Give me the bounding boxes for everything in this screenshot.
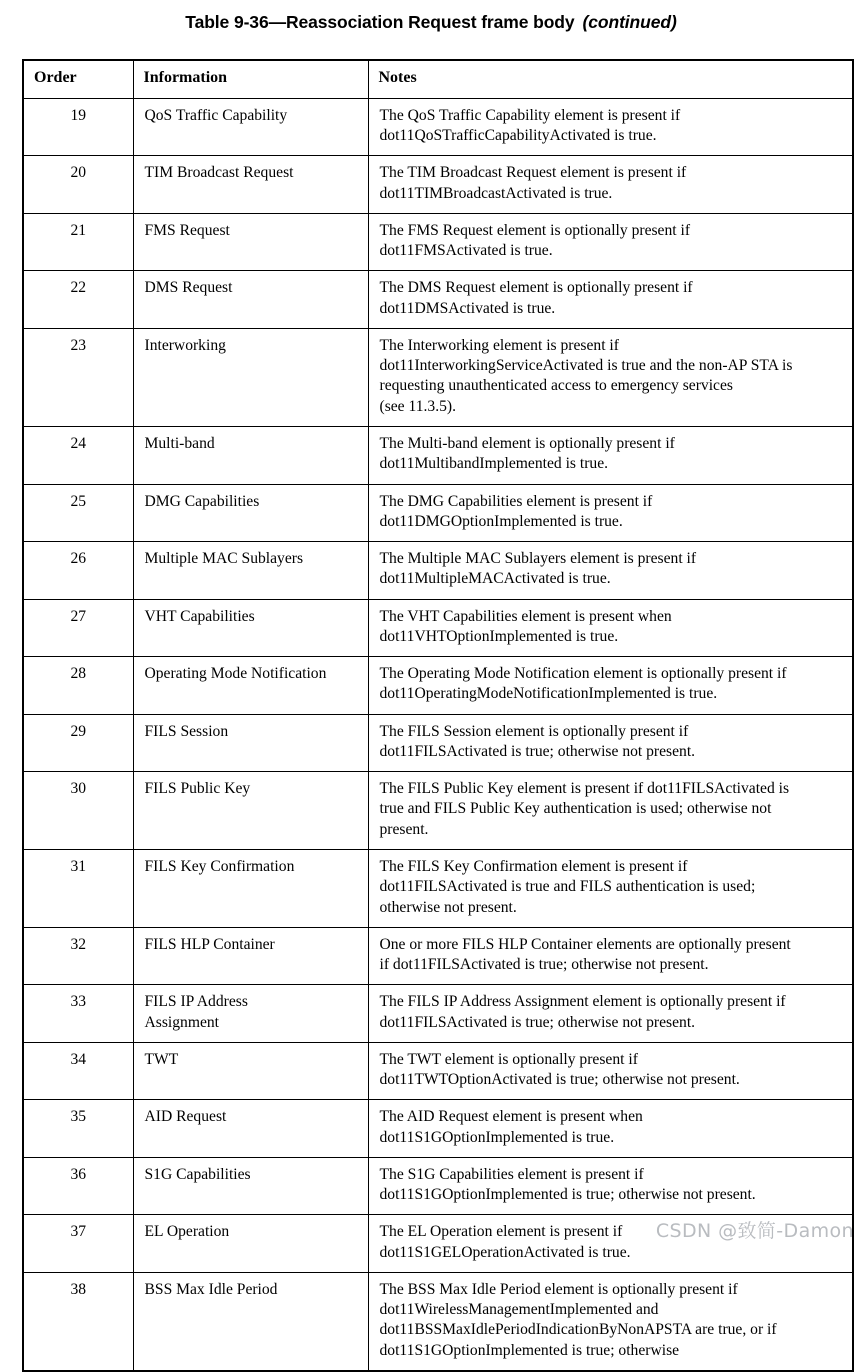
cell-notes — [368, 98, 853, 156]
cell-order: 37 — [23, 1215, 133, 1273]
cell-information — [133, 426, 368, 484]
column-header-information: Information — [133, 60, 368, 98]
note-line: (see 11.3.5). — [379, 397, 456, 415]
information-line: Operating Mode Notification — [144, 665, 327, 683]
cell-notes — [368, 772, 853, 850]
cell-notes — [368, 849, 853, 927]
cell-information — [133, 1157, 368, 1215]
cell-information — [133, 1100, 368, 1158]
table-row — [23, 985, 853, 1043]
note-line: The FILS Public Key element is present if dot11FILSActivated is — [379, 780, 790, 798]
cell-notes — [368, 927, 853, 985]
cell-notes — [368, 328, 853, 426]
table-row — [23, 542, 853, 600]
cell-information — [133, 98, 368, 156]
cell-information — [133, 1272, 368, 1371]
cell-notes — [368, 1215, 853, 1273]
cell-information — [133, 1042, 368, 1100]
table-row — [23, 328, 853, 426]
note-line: dot11FMSActivated is true. — [379, 242, 553, 260]
cell-notes — [368, 657, 853, 715]
note-line: The VHT Capabilities element is present when — [379, 607, 672, 625]
note-line: true and FILS Public Key authentication is used; otherwise not — [379, 800, 772, 818]
note-line: dot11QoSTrafficCapabilityActivated is true. — [379, 127, 657, 145]
cell-order: 19 — [23, 98, 133, 156]
cell-notes — [368, 156, 853, 214]
note-line: dot11BSSMaxIdlePeriodIndicationByNonAPSTA are true, or if — [379, 1321, 777, 1339]
note-line: The EL Operation element is present if — [379, 1223, 623, 1241]
note-line: if dot11FILSActivated is true; otherwise not present. — [379, 956, 709, 974]
table-row — [23, 927, 853, 985]
information-line: TWT — [144, 1050, 179, 1068]
cell-notes — [368, 271, 853, 329]
table-row — [23, 599, 853, 657]
cell-notes — [368, 1157, 853, 1215]
cell-information — [133, 772, 368, 850]
cell-notes — [368, 484, 853, 542]
note-line: The Multiple MAC Sublayers element is present if — [379, 550, 697, 568]
note-line: present. — [379, 820, 429, 838]
information-line: FMS Request — [144, 221, 230, 239]
table-row — [23, 426, 853, 484]
column-header-order: Order — [23, 60, 133, 98]
cell-order: 32 — [23, 927, 133, 985]
note-line: The FILS Session element is optionally present if — [379, 722, 689, 740]
table-container — [22, 59, 852, 1372]
note-line: dot11FILSActivated is true; otherwise not present. — [379, 1013, 696, 1031]
table-caption-main: Table 9-36—Reassociation Request frame body — [185, 12, 575, 32]
cell-order: 38 — [23, 1272, 133, 1371]
cell-information — [133, 657, 368, 715]
note-line: dot11S1GOptionImplemented is true; otherwise not present. — [379, 1186, 756, 1204]
note-line: dot11MultibandImplemented is true. — [379, 455, 609, 473]
table-row — [23, 657, 853, 715]
table-head — [23, 60, 853, 98]
cell-notes — [368, 542, 853, 600]
cell-order: 20 — [23, 156, 133, 214]
information-line: TIM Broadcast Request — [144, 164, 294, 182]
cell-information — [133, 927, 368, 985]
information-line: Multi-band — [144, 434, 215, 452]
table-row — [23, 213, 853, 271]
note-line: One or more FILS HLP Container elements are optionally present — [379, 935, 791, 953]
cell-order: 31 — [23, 849, 133, 927]
note-line: The AID Request element is present when — [379, 1108, 643, 1126]
information-line: Interworking — [144, 336, 226, 354]
information-line: FILS Session — [144, 722, 229, 740]
note-line: The Operating Mode Notification element is optionally present if — [379, 665, 787, 683]
table-row — [23, 1215, 853, 1273]
information-line: QoS Traffic Capability — [144, 106, 288, 124]
cell-notes — [368, 213, 853, 271]
cell-information — [133, 542, 368, 600]
cell-order: 28 — [23, 657, 133, 715]
note-line: The DMG Capabilities element is present if — [379, 492, 653, 510]
note-line: The TIM Broadcast Request element is present if — [379, 164, 687, 182]
table-row — [23, 849, 853, 927]
note-line: The Interworking element is present if — [379, 336, 619, 354]
cell-information — [133, 599, 368, 657]
note-line: dot11TIMBroadcastActivated is true. — [379, 184, 613, 202]
table-row — [23, 156, 853, 214]
cell-notes — [368, 1042, 853, 1100]
note-line: dot11FILSActivated is true; otherwise not present. — [379, 742, 696, 760]
note-line: The Multi-band element is optionally present if — [379, 434, 675, 452]
cell-order: 23 — [23, 328, 133, 426]
information-line: S1G Capabilities — [144, 1165, 251, 1183]
information-line: FILS IP Address — [144, 993, 248, 1011]
cell-information — [133, 714, 368, 772]
information-line: Assignment — [144, 1013, 220, 1031]
note-line: dot11OperatingModeNotificationImplemented is true. — [379, 685, 718, 703]
information-line: EL Operation — [144, 1223, 230, 1241]
table-row — [23, 98, 853, 156]
cell-order: 26 — [23, 542, 133, 600]
note-line: dot11MultipleMACActivated is true. — [379, 570, 611, 588]
table-row — [23, 1157, 853, 1215]
information-line: DMS Request — [144, 279, 233, 297]
note-line: dot11WirelessManagementImplemented and — [379, 1301, 659, 1319]
cell-notes — [368, 985, 853, 1043]
table-row — [23, 772, 853, 850]
information-line: VHT Capabilities — [144, 607, 255, 625]
information-line: FILS Public Key — [144, 780, 251, 798]
cell-information — [133, 213, 368, 271]
cell-notes — [368, 714, 853, 772]
note-line: The FMS Request element is optionally present if — [379, 221, 691, 239]
cell-information — [133, 484, 368, 542]
note-line: The BSS Max Idle Period element is optionally present if — [379, 1280, 738, 1298]
note-line: The FILS Key Confirmation element is present if — [379, 857, 688, 875]
table-caption-continued: (continued) — [582, 12, 677, 32]
information-line: DMG Capabilities — [144, 492, 260, 510]
note-line: The DMS Request element is optionally present if — [379, 279, 693, 297]
cell-order: 36 — [23, 1157, 133, 1215]
information-line: Multiple MAC Sublayers — [144, 550, 304, 568]
cell-order: 30 — [23, 772, 133, 850]
note-line: dot11S1GOptionImplemented is true; otherwise — [379, 1341, 680, 1359]
column-header-notes: Notes — [368, 60, 853, 98]
cell-order: 29 — [23, 714, 133, 772]
note-line: The TWT element is optionally present if — [379, 1050, 638, 1068]
information-line: BSS Max Idle Period — [144, 1280, 278, 1298]
cell-information — [133, 271, 368, 329]
cell-order: 34 — [23, 1042, 133, 1100]
cell-order: 35 — [23, 1100, 133, 1158]
information-line: AID Request — [144, 1108, 227, 1126]
cell-order: 33 — [23, 985, 133, 1043]
information-line: FILS Key Confirmation — [144, 857, 295, 875]
note-line: dot11FILSActivated is true and FILS authentication is used; — [379, 878, 756, 896]
cell-notes — [368, 1100, 853, 1158]
cell-information — [133, 156, 368, 214]
cell-notes — [368, 1272, 853, 1371]
note-line: dot11DMSActivated is true. — [379, 299, 556, 317]
cell-order: 27 — [23, 599, 133, 657]
note-line: dot11TWTOptionActivated is true; otherwise not present. — [379, 1071, 740, 1089]
note-line: dot11VHTOptionImplemented is true. — [379, 627, 619, 645]
table-row — [23, 484, 853, 542]
table-header-row — [23, 60, 853, 98]
table-caption — [0, 12, 862, 33]
cell-notes — [368, 426, 853, 484]
table-row — [23, 271, 853, 329]
table-row — [23, 1272, 853, 1371]
note-line: dot11DMGOptionImplemented is true. — [379, 512, 623, 530]
cell-information — [133, 849, 368, 927]
cell-order: 24 — [23, 426, 133, 484]
note-line: The QoS Traffic Capability element is present if — [379, 106, 681, 124]
cell-information — [133, 328, 368, 426]
note-line: dot11InterworkingServiceActivated is true and the non-AP STA is — [379, 357, 793, 375]
note-line: requesting unauthenticated access to emergency services — [379, 377, 733, 395]
cell-information — [133, 1215, 368, 1273]
cell-order: 21 — [23, 213, 133, 271]
note-line: dot11S1GELOperationActivated is true. — [379, 1243, 631, 1261]
note-line: otherwise not present. — [379, 898, 517, 916]
table-row — [23, 1042, 853, 1100]
table-row — [23, 1100, 853, 1158]
note-line: The S1G Capabilities element is present if — [379, 1165, 644, 1183]
csdn-watermark: CSDN @致简-Damon — [655, 1220, 854, 1242]
cell-notes — [368, 599, 853, 657]
information-line: FILS HLP Container — [144, 935, 275, 953]
cell-order: 25 — [23, 484, 133, 542]
note-line: dot11S1GOptionImplemented is true. — [379, 1128, 615, 1146]
cell-order: 22 — [23, 271, 133, 329]
reassociation-request-frame-body-table — [22, 59, 854, 1372]
cell-information — [133, 985, 368, 1043]
table-row — [23, 714, 853, 772]
table-body — [23, 98, 853, 1371]
note-line: The FILS IP Address Assignment element is optionally present if — [379, 993, 786, 1011]
